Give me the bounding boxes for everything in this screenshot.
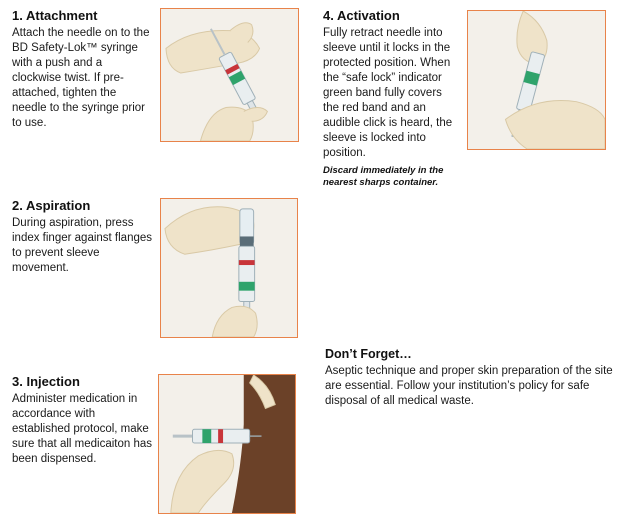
step-attachment [12,8,150,131]
step-aspiration-body: During aspiration, press index finger against flanges to prevent sleeve movement. [12,217,153,274]
step-injection-body: Administer medication in accordance with established protocol, make sure that all medicaiton has been dispensed. [12,393,152,465]
step-activation-title: 4. Activation [323,8,400,23]
step-aspiration [12,198,152,276]
step-activation-note: Discard immediately in the nearest sharps container. [323,165,444,188]
step-aspiration-title: 2. Aspiration [12,198,91,213]
injection-photo [158,374,296,514]
step-attachment-body: Attach the needle on to the BD Safety-Lok™ syringe with a push and a clockwise twist. If pre-attached, tighten the needle to the syringe prior to use. [12,27,150,129]
dont-forget-body: Aseptic technique and proper skin preparation of the site are essential. Follow your institution’s policy for safe disposal of all medical waste. [325,365,613,407]
step-attachment-title: 1. Attachment [12,8,98,23]
activation-photo [467,10,606,150]
aspiration-photo [160,198,298,338]
dont-forget-title: Don’t Forget… [325,347,412,361]
attachment-photo [160,8,299,142]
dont-forget-section [325,346,615,409]
step-activation [323,8,461,189]
step-activation-body: Fully retract needle into sleeve until it locks in the protected position. When the “safe lock” indicator green band fully covers the red band and an audible click is heard, the sleeve is locked into position. [323,27,453,159]
step-injection [12,374,154,467]
step-injection-title: 3. Injection [12,374,80,389]
